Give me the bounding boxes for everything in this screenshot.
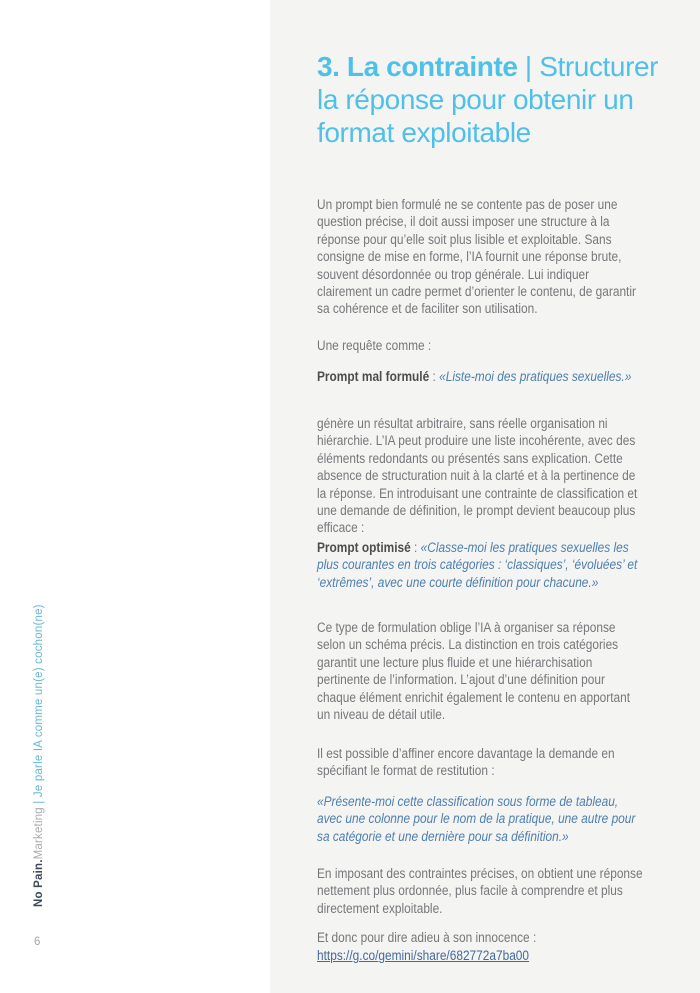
refine-quote: «Présente-moi cette classification sous forme de tableau, avec une colonne pour le nom de la pratique, une autre pour sa catégorie et une dernière pour sa définition.» xyxy=(317,794,636,844)
page-title xyxy=(317,50,662,149)
vertical-brand xyxy=(33,604,45,907)
brand-separator: | xyxy=(33,800,45,804)
bad-prompt-colon: : xyxy=(429,369,440,384)
conclusion-paragraph: En imposant des contraintes précises, on obtient une réponse nettement plus ordonnée, plus facile à comprendre et plus directement exploitable. xyxy=(317,866,643,916)
gemini-link[interactable]: https://g.co/gemini/share/682772a7ba00 xyxy=(317,948,530,964)
brand-tagline: Je parle IA comme un(e) cochon(ne) xyxy=(33,604,45,798)
bad-prompt-label: Prompt mal formulé xyxy=(317,369,430,384)
brand-name: No Pain. xyxy=(33,859,45,907)
good-prompt-label: Prompt optimisé xyxy=(317,540,411,555)
title-separator: | xyxy=(517,51,540,82)
refine-intro: Il est possible d’affiner encore davantage la demande en spécifiant le format de restitution : xyxy=(317,746,615,779)
request-intro: Une requête comme : xyxy=(317,338,432,353)
cta-text: Et donc pour dire adieu à son innocence : xyxy=(317,930,537,945)
brand-suffix: Marketing xyxy=(33,807,45,860)
good-prompt-paragraph xyxy=(317,539,644,591)
intro-paragraph: Un prompt bien formulé ne se contente pas de poser une question précise, il doit aussi imposer une structure à la réponse pour qu’elle soit plus lisible et exploitable. Sans consigne de mise en forme, l’IA fournit une réponse brute, souvent désordonnée ou trop générale. Lui indiquer clairement un cadre permet d’orienter le contenu, de garantir sa cohérence et de faciliter son utilisation. xyxy=(317,197,636,317)
bad-prompt-quote: «Liste-moi des pratiques sexuelles.» xyxy=(439,369,632,384)
cta-paragraph xyxy=(317,929,644,965)
page-number: 6 xyxy=(34,936,41,948)
bad-prompt-analysis: génère un résultat arbitraire, sans réelle organisation ni hiérarchie. L’IA peut produire une liste incohérente, avec des éléments redondants ou présentés sans explication. Cette absence de structuration nuit à la clarté et à la pertinence de la réponse. En introduisant une contrainte de classification et une demande de définition, le prompt devient beaucoup plus efficace : xyxy=(317,416,638,536)
good-prompt-quote: «Classe-moi les pratiques sexuelles les plus courantes en trois catégories : ‘classiques’, ‘évoluées’ et ‘extrêmes’, avec une courte définition pour chacune.» xyxy=(317,540,638,590)
good-prompt-analysis: Ce type de formulation oblige l’IA à organiser sa réponse selon un schéma précis. La distinction en trois catégories garantit une lecture plus fluide et une hiérarchisation pertinente de l’information. L’ajout d’une définition pour chaque élément enrichit également le contenu en apportant un niveau de détail utile. xyxy=(317,620,631,723)
title-chapter: 3. La contrainte xyxy=(317,51,518,82)
bad-prompt-paragraph xyxy=(317,368,644,385)
title-subtitle: Structurer la réponse pour obtenir un format exploitable xyxy=(317,51,659,148)
good-prompt-colon: : xyxy=(410,540,421,555)
